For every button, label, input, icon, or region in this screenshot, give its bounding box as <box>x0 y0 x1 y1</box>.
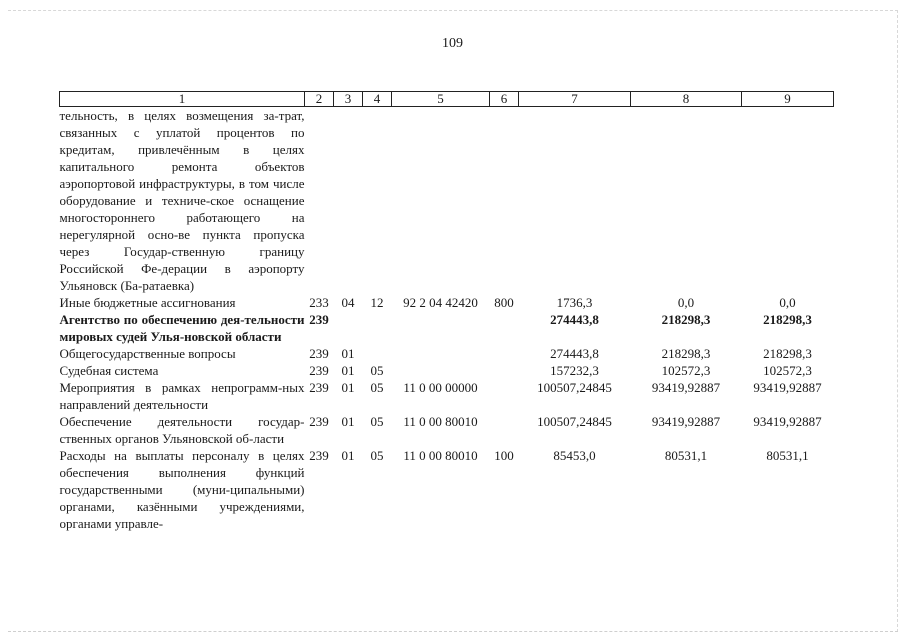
table-row <box>60 107 834 295</box>
cell-description: Иные бюджетные ассигнования <box>59 295 236 310</box>
cell-subsection: 12 <box>370 295 384 310</box>
table-row <box>60 294 834 311</box>
cell-admin-code: 239 <box>309 346 329 361</box>
cell-target-item <box>392 362 490 379</box>
cell-amount-col9: 102572,3 <box>763 363 812 378</box>
header-col-3: 3 <box>334 92 363 107</box>
cell-amount-col8: 0,0 <box>677 295 695 310</box>
cell-subsection <box>363 311 392 345</box>
cell-amount-col7: 1736,3 <box>556 295 593 310</box>
cell-amount-col9: 93419,92887 <box>753 380 822 395</box>
cell-section <box>334 107 363 295</box>
cell-section: 01 <box>341 448 355 463</box>
cell-description: тельность, в целях возмещения за-трат, связанных с уплатой процентов по кредитам, привлечённым в целях капитального ремонта объектов аэропортовой инфраструктуры, в том числе оборудование и техниче-ское оснащение многостороннего работающего на нерегулярной осно-ве пункта пропуска через Государ-ственную границу Российской Фе-дерации в аэропорту Ульяновск (Ба-ратаевка) <box>59 108 305 293</box>
header-col-8: 8 <box>631 92 742 107</box>
table-header <box>60 92 834 107</box>
cell-target-item <box>392 107 490 295</box>
cell-target-item: 11 0 00 80010 <box>403 414 478 429</box>
cell-amount-col9: 93419,92887 <box>753 414 822 429</box>
table-row <box>60 345 834 362</box>
cell-amount-col7: 100507,24845 <box>537 380 612 395</box>
header-col-6: 6 <box>490 92 519 107</box>
header-col-7: 7 <box>519 92 631 107</box>
cell-section <box>334 311 363 345</box>
header-row <box>60 92 834 107</box>
header-col-4: 4 <box>363 92 392 107</box>
cell-expense-type <box>490 107 519 295</box>
cell-target-item <box>392 311 490 345</box>
cell-description: Судебная система <box>59 363 159 378</box>
cell-amount-col9: 80531,1 <box>766 448 809 463</box>
cell-amount-col7: 274443,8 <box>550 312 599 327</box>
cell-amount-col9: 218298,3 <box>763 312 812 327</box>
page-edge-bottom <box>8 631 898 633</box>
table-row <box>60 447 834 532</box>
cell-admin-code: 239 <box>309 312 329 327</box>
header-col-2: 2 <box>305 92 334 107</box>
cell-amount-col8: 218298,3 <box>661 346 711 361</box>
cell-amount-col7 <box>519 107 631 295</box>
cell-section: 01 <box>341 346 355 361</box>
cell-target-item <box>392 345 490 362</box>
cell-admin-code: 239 <box>309 448 329 463</box>
cell-amount-col8 <box>631 107 742 295</box>
cell-target-item: 11 0 00 80010 <box>403 448 478 463</box>
cell-subsection: 05 <box>370 448 384 463</box>
cell-description: Обеспечение деятельности государ-ственных органов Ульяновской об-ласти <box>59 414 305 446</box>
cell-subsection: 05 <box>370 414 384 429</box>
cell-section: 01 <box>341 414 355 429</box>
cell-subsection <box>363 107 392 295</box>
table-row <box>60 379 834 413</box>
cell-amount-col9 <box>742 107 834 295</box>
cell-amount-col7: 274443,8 <box>550 346 599 361</box>
table-row <box>60 311 834 345</box>
cell-amount-col7: 85453,0 <box>553 448 596 463</box>
page-number: 109 <box>442 36 463 51</box>
cell-target-item: 11 0 00 00000 <box>403 380 478 395</box>
header-col-1: 1 <box>60 92 305 107</box>
cell-amount-col7: 157232,3 <box>550 363 599 378</box>
header-col-5: 5 <box>392 92 490 107</box>
page-edge-right <box>897 10 899 632</box>
cell-description: Мероприятия в рамках непрограмм-ных направлений деятельности <box>59 380 305 412</box>
page-edge-top <box>8 10 898 12</box>
cell-expense-type <box>490 311 519 345</box>
cell-section: 04 <box>341 295 355 310</box>
cell-admin-code <box>305 107 334 295</box>
header-col-9: 9 <box>742 92 834 107</box>
cell-expense-type: 100 <box>494 448 514 463</box>
cell-amount-col8: 80531,1 <box>664 448 708 463</box>
cell-subsection: 05 <box>370 380 384 395</box>
table-row <box>60 413 834 447</box>
table-row <box>60 362 834 379</box>
cell-target-item: 92 2 04 42420 <box>403 295 478 310</box>
cell-admin-code: 239 <box>309 380 329 395</box>
cell-expense-type <box>490 379 519 413</box>
cell-amount-col9: 218298,3 <box>763 346 812 361</box>
cell-description: Расходы на выплаты персоналу в целях обеспечения выполнения функций государственными (муни-ципальными) органами, казёнными учреждениями, органами управле- <box>59 448 305 531</box>
budget-table <box>59 91 834 532</box>
table-body <box>60 107 834 533</box>
cell-amount-col7: 100507,24845 <box>537 414 612 429</box>
cell-admin-code: 239 <box>309 414 329 429</box>
cell-subsection <box>363 345 392 362</box>
cell-amount-col8: 93419,92887 <box>651 414 721 429</box>
cell-expense-type <box>490 345 519 362</box>
cell-amount-col8: 218298,3 <box>661 312 711 327</box>
cell-amount-col9: 0,0 <box>779 295 796 310</box>
cell-expense-type <box>490 362 519 379</box>
cell-subsection: 05 <box>370 363 384 378</box>
cell-admin-code: 239 <box>309 363 329 378</box>
cell-expense-type: 800 <box>494 295 514 310</box>
cell-description: Агентство по обеспечению дея-тельности мировых судей Улья-новской области <box>59 312 305 344</box>
cell-amount-col8: 102572,3 <box>661 363 711 378</box>
cell-amount-col8: 93419,92887 <box>651 380 721 395</box>
cell-description: Общегосударственные вопросы <box>59 346 236 361</box>
cell-section: 01 <box>341 363 355 378</box>
cell-section: 01 <box>341 380 355 395</box>
cell-admin-code: 233 <box>309 295 329 310</box>
cell-expense-type <box>490 413 519 447</box>
